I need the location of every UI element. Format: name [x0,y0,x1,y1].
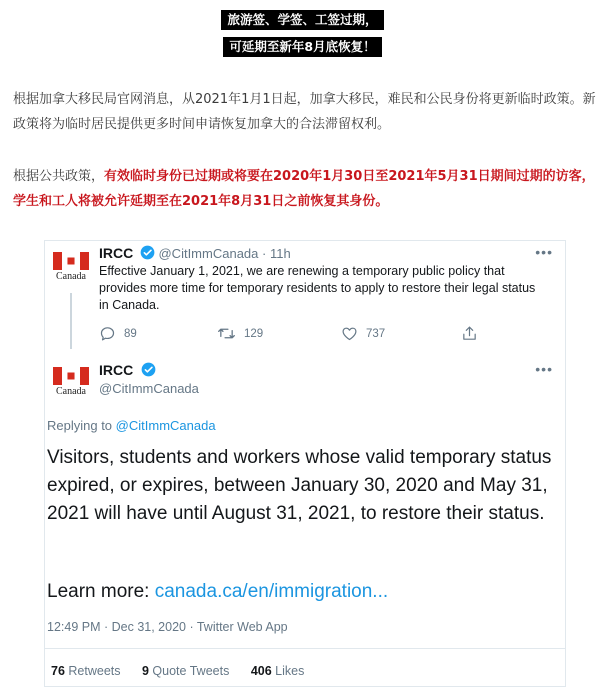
ircc-avatar[interactable] [53,367,89,397]
replying-prefix: Replying to [47,418,113,433]
tweet1-time[interactable]: 11h [269,246,291,261]
learn-more-prefix: Learn more: [47,581,155,602]
canada-wordmark: Canada [56,386,86,397]
tweet2-text: Visitors, students and workers whose valid temporary status expired, or expires, between January 30, 2020 and May 31, 2021 will have until August 31, 2021, to restore their status. [47,447,552,524]
tweet2-timestamp[interactable]: 12:49 PM · Dec 31, 2020 · Twitter Web App [47,620,288,634]
tweet2-author [99,362,156,380]
intro-paragraph: 根据加拿大移民局官网消息，从2021年1月1日起，加拿大移民，难民和公民身份将更新临时政策。新政策将为临时居民提供更多时间申请恢复加拿大的合法滞留权利。 [13,92,596,132]
more-options-icon[interactable]: ••• [535,244,553,260]
tweet1-text: Effective January 1, 2021, we are renewing a temporary public policy that provides more time for temporary residents to apply to restore their legal status in Canada. [99,264,536,312]
like-button[interactable] [341,325,385,342]
replying-to [47,418,216,433]
tweet1-actions [99,325,499,343]
retweet-icon [217,325,236,342]
canada-wordmark: Canada [56,271,86,282]
share-button[interactable] [461,325,478,342]
divider [45,648,565,649]
headline-line-2 [0,36,605,57]
tweet2-stats [51,664,322,678]
reply-count: 89 [124,327,137,340]
canada-flag-icon [53,367,89,385]
ircc-avatar[interactable] [53,252,89,282]
tweet1-header [99,245,291,261]
verified-badge-icon [141,362,156,377]
tweet2-handle[interactable]: @CitImmCanada [99,381,199,396]
replying-handle-link[interactable]: @CitImmCanada [115,418,216,433]
likes-count: 406 [250,664,272,678]
more-options-icon[interactable]: ••• [535,361,553,377]
quote-count: 9 [141,664,149,678]
tweet1-handle[interactable]: @CitImmCanada [158,246,259,261]
retweets-count: 76 [51,664,65,678]
policy-paragraph [13,164,597,214]
learn-more-line [47,581,388,603]
headline-line-1 [0,9,605,30]
policy-prefix: 根据公共政策， [13,169,105,184]
thread-connector [70,293,72,349]
canada-flag-icon [53,252,89,270]
policy-highlight: 有效临时身份已过期或将要在2020年1月30日至2021年5月31日期间过期的访客，学生和工人将被允许延期至在2021年8月31日之前恢复其身份。 [13,169,595,209]
reply-button[interactable] [99,325,137,342]
retweet-count: 129 [244,327,264,340]
tweet2-author-name[interactable]: IRCC [99,362,134,378]
headline-text-2: 可延期至新年8月底恢复！ [223,37,381,57]
likes-stat[interactable] [251,664,305,678]
like-count: 737 [366,327,386,340]
heart-icon [341,325,358,342]
verified-badge-icon [140,245,155,260]
share-icon [461,325,478,342]
retweets-stat[interactable] [51,664,121,678]
embedded-tweet-thread[interactable] [44,240,566,687]
retweets-label: Retweets [68,664,121,678]
retweet-button[interactable] [217,325,263,342]
tweet1-separator: · [262,246,267,261]
quote-tweets-stat[interactable] [142,664,229,678]
headline-text-1: 旅游签、学签、工签过期， [221,10,383,30]
tweet1-author-name[interactable]: IRCC [99,245,134,261]
quote-label: Quote Tweets [152,664,230,678]
reply-icon [99,325,116,342]
likes-label: Likes [275,664,305,678]
learn-more-link[interactable]: canada.ca/en/immigration... [154,581,389,602]
